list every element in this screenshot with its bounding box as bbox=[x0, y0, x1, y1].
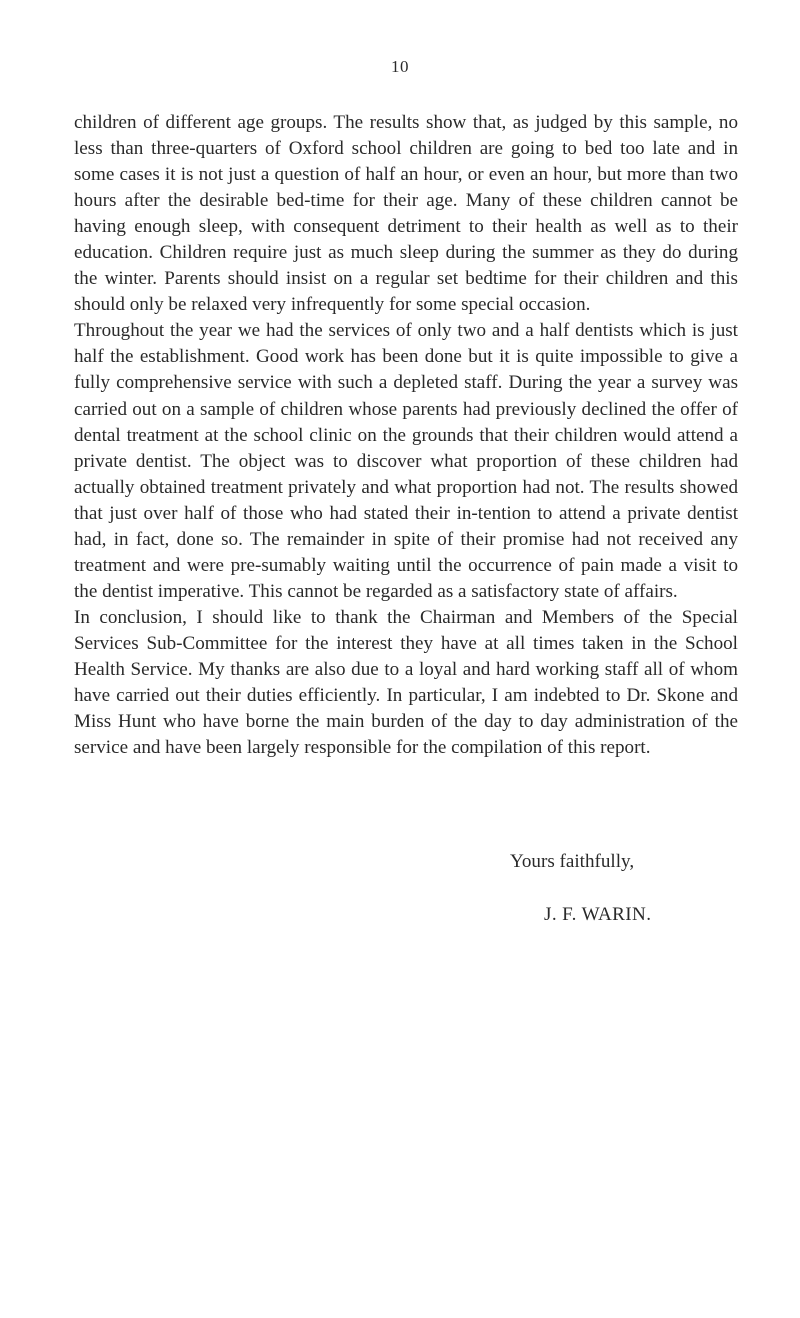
page-number: 10 bbox=[391, 57, 409, 76]
report-body bbox=[74, 110, 738, 761]
paragraph-sleep: children of different age groups. The results show that, as judged by this sample, no less than three-quarters of Oxford school children are going to bed too late and in some cases it is not just a question of half an hour, or even an hour, but more than two hours after the desirable bed-time for their age. Many of these children cannot be having enough sleep, with consequent detriment to their health as well as to their education. Children require just as much sleep during the summer as they do during the winter. Parents should insist on a regular set bedtime for their children and this should only be relaxed very infrequently for some special occasion. bbox=[74, 112, 738, 316]
paragraph-dental: Throughout the year we had the services of only two and a half dentists which is just half the establishment. Good work has been done but it is quite impossible to give a fully comprehensive service with such a depleted staff. During the year a survey was carried out on a sample of children whose parents had previously declined the offer of dental treatment at the school clinic on the grounds that their children would attend a private dentist. The object was to discover what proportion of these children had actually obtained treatment privately and what proportion had not. The results showed that just over half of those who had stated their in-tention to attend a private dentist had, in fact, done so. The remainder in spite of their promise had not received any treatment and were pre-sumably waiting until the occurrence of pain made a visit to the dentist imperative. This cannot be regarded as a satisfactory state of affairs. bbox=[74, 320, 738, 602]
signature-text: J. F. WARIN. bbox=[544, 904, 652, 925]
valediction-text: Yours faithfully, bbox=[510, 851, 635, 872]
paragraph-conclusion: In conclusion, I should like to thank the Chairman and Members of the Special Services Sub-Committee for the interest they have at all times taken in the School Health Service. My thanks are also due to a loyal and hard working staff all of whom have carried out their duties efficiently. In particular, I am indebted to Dr. Skone and Miss Hunt who have borne the main burden of the day to day administration of the service and have been largely responsible for the compilation of this report. bbox=[74, 606, 738, 759]
